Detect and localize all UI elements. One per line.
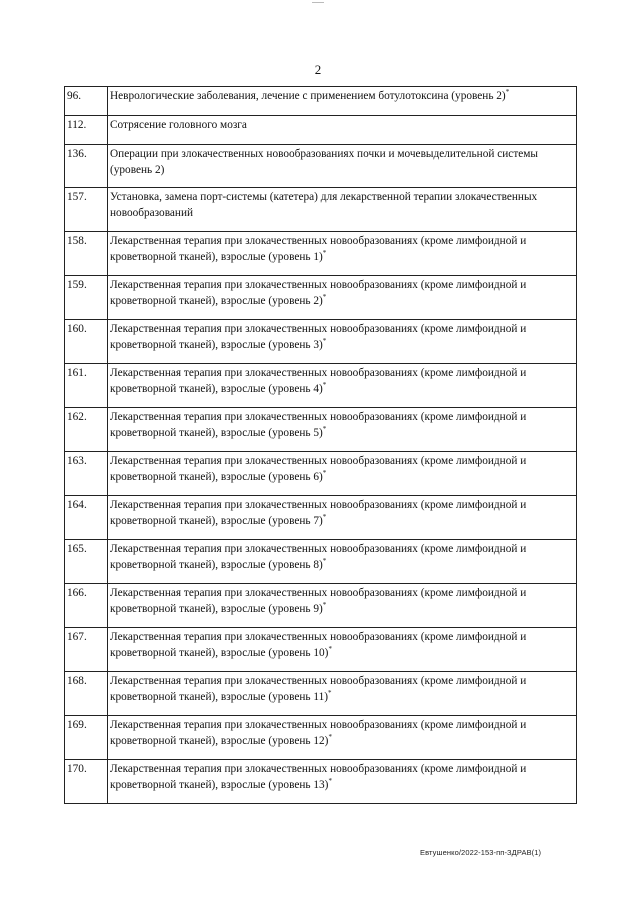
row-number: 158. bbox=[65, 232, 108, 276]
row-description bbox=[108, 408, 577, 452]
row-number: 163. bbox=[65, 452, 108, 496]
row-text: Лекарственная терапия при злокачественных новообразованиях (кроме лимфоидной и кроветворной тканей), взрослые (уровень 1) bbox=[110, 235, 527, 263]
row-number: 159. bbox=[65, 276, 108, 320]
row-number: 112. bbox=[65, 116, 108, 145]
footnote-marker: * bbox=[322, 557, 327, 565]
row-number: 169. bbox=[65, 716, 108, 760]
table-row bbox=[65, 364, 577, 408]
row-description bbox=[108, 452, 577, 496]
table-row bbox=[65, 116, 577, 145]
row-description bbox=[108, 188, 577, 232]
footnote-marker: * bbox=[328, 733, 332, 741]
footnote-marker: * bbox=[328, 689, 332, 697]
row-text: Лекарственная терапия при злокачественных новообразованиях (кроме лимфоидной и кроветворной тканей), взрослые (уровень 13) bbox=[110, 763, 527, 791]
row-text: Лекарственная терапия при злокачественных новообразованиях (кроме лимфоидной и кроветворной тканей), взрослые (уровень 6) bbox=[110, 455, 527, 483]
footnote-marker: * bbox=[322, 249, 327, 257]
footnote-marker: * bbox=[328, 645, 332, 653]
row-description bbox=[108, 716, 577, 760]
document-table bbox=[64, 86, 577, 804]
row-text: Неврологические заболевания, лечение с применением ботулотоксина (уровень 2) bbox=[110, 90, 506, 102]
row-description bbox=[108, 116, 577, 145]
row-number: 162. bbox=[65, 408, 108, 452]
table-row bbox=[65, 408, 577, 452]
row-text: Лекарственная терапия при злокачественных новообразованиях (кроме лимфоидной и кроветворной тканей), взрослые (уровень 7) bbox=[110, 499, 527, 527]
row-text: Лекарственная терапия при злокачественных новообразованиях (кроме лимфоидной и кроветворной тканей), взрослые (уровень 11) bbox=[110, 675, 527, 703]
footnote-marker: * bbox=[322, 293, 327, 301]
table-row bbox=[65, 716, 577, 760]
row-description bbox=[108, 276, 577, 320]
row-description bbox=[108, 672, 577, 716]
row-text: Лекарственная терапия при злокачественных новообразованиях (кроме лимфоидной и кроветворной тканей), взрослые (уровень 10) bbox=[110, 631, 527, 659]
footnote-marker: * bbox=[322, 513, 327, 521]
row-text: Лекарственная терапия при злокачественных новообразованиях (кроме лимфоидной и кроветворной тканей), взрослые (уровень 4) bbox=[110, 367, 527, 395]
footnote-marker: * bbox=[328, 777, 332, 785]
page-number: 2 bbox=[314, 62, 322, 77]
table-row bbox=[65, 452, 577, 496]
row-number: 168. bbox=[65, 672, 108, 716]
row-text: Лекарственная терапия при злокачественных новообразованиях (кроме лимфоидной и кроветворной тканей), взрослые (уровень 12) bbox=[110, 719, 527, 747]
row-text: Лекарственная терапия при злокачественных новообразованиях (кроме лимфоидной и кроветворной тканей), взрослые (уровень 3) bbox=[110, 323, 527, 351]
table-row bbox=[65, 188, 577, 232]
scan-mark bbox=[312, 2, 324, 3]
table-row bbox=[65, 320, 577, 364]
row-text: Лекарственная терапия при злокачественных новообразованиях (кроме лимфоидной и кроветворной тканей), взрослые (уровень 2) bbox=[110, 279, 527, 307]
table-row bbox=[65, 496, 577, 540]
footnote-marker: * bbox=[322, 425, 327, 433]
row-description bbox=[108, 628, 577, 672]
row-text: Лекарственная терапия при злокачественных новообразованиях (кроме лимфоидной и кроветворной тканей), взрослые (уровень 8) bbox=[110, 543, 527, 571]
row-number: 136. bbox=[65, 145, 108, 188]
row-description bbox=[108, 232, 577, 276]
row-description bbox=[108, 87, 577, 116]
footnote-marker: * bbox=[322, 469, 327, 477]
row-number: 157. bbox=[65, 188, 108, 232]
table-row bbox=[65, 232, 577, 276]
row-number: 160. bbox=[65, 320, 108, 364]
row-description bbox=[108, 540, 577, 584]
row-text: Установка, замена порт-системы (катетера) для лекарственной терапии злокачественных новообразований bbox=[110, 191, 538, 219]
table-row bbox=[65, 760, 577, 804]
table-row bbox=[65, 628, 577, 672]
row-number: 96. bbox=[65, 87, 108, 116]
row-number: 167. bbox=[65, 628, 108, 672]
table-row bbox=[65, 145, 577, 188]
row-number: 170. bbox=[65, 760, 108, 804]
row-description bbox=[108, 145, 577, 188]
table-row bbox=[65, 276, 577, 320]
row-description bbox=[108, 584, 577, 628]
row-description bbox=[108, 496, 577, 540]
footnote-marker: * bbox=[505, 88, 510, 96]
row-text: Сотрясение головного мозга bbox=[110, 119, 247, 131]
table-row bbox=[65, 87, 577, 116]
row-text: Операции при злокачественных новообразованиях почки и мочевыделительной системы (уровень 2) bbox=[110, 148, 539, 176]
footnote-marker: * bbox=[322, 601, 327, 609]
row-number: 165. bbox=[65, 540, 108, 584]
table-row bbox=[65, 540, 577, 584]
row-text: Лекарственная терапия при злокачественных новообразованиях (кроме лимфоидной и кроветворной тканей), взрослые (уровень 5) bbox=[110, 411, 527, 439]
row-description bbox=[108, 320, 577, 364]
row-number: 164. bbox=[65, 496, 108, 540]
row-description bbox=[108, 364, 577, 408]
row-description bbox=[108, 760, 577, 804]
table-row bbox=[65, 672, 577, 716]
table-row bbox=[65, 584, 577, 628]
row-text: Лекарственная терапия при злокачественных новообразованиях (кроме лимфоидной и кроветворной тканей), взрослые (уровень 9) bbox=[110, 587, 527, 615]
footnote-marker: * bbox=[322, 381, 327, 389]
document-footer: Евтушенко/2022-153-пп-ЗДРАВ(1) bbox=[420, 848, 542, 857]
row-number: 166. bbox=[65, 584, 108, 628]
row-number: 161. bbox=[65, 364, 108, 408]
footnote-marker: * bbox=[322, 337, 327, 345]
table-body bbox=[65, 87, 577, 804]
